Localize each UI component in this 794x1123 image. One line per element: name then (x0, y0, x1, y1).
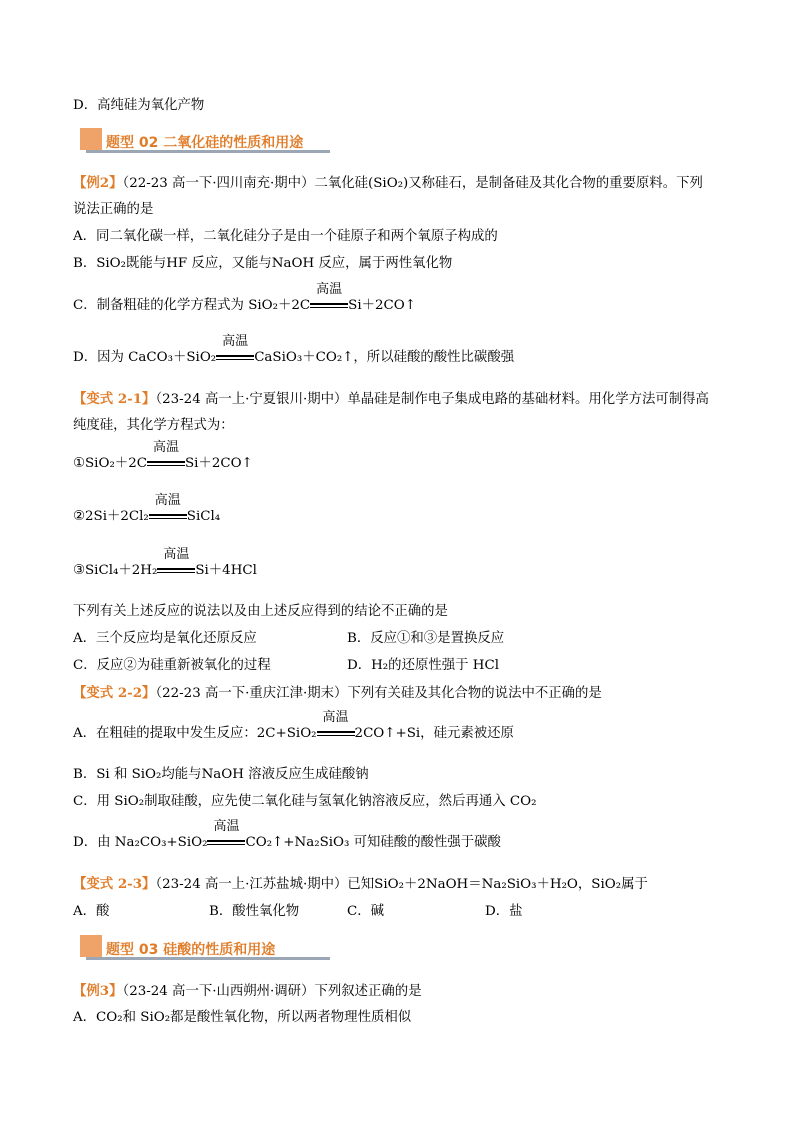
option-b: B．反应①和③是置换反应 (347, 631, 505, 646)
example-2-option-a: A．同二氧化碳一样，二氧化硅分子是由一个硅原子和两个氧原子构成的 (73, 229, 498, 244)
variant-2-1-intro: 【变式 2-1】（23-24 高一上·宁夏银川·期中）单晶硅是制作电子集成电路的基础材料。用化学方法可制得高 (73, 391, 709, 407)
variant-2-2-option-d: D．由 Na₂CO₃+SiO₂ 高温 CO₂↑+Na₂SiO₃ 可知硅酸的酸性强于碳酸 (73, 833, 754, 853)
option-a: A．酸 (73, 904, 110, 919)
section-marker-icon (80, 128, 102, 150)
option-c: C．反应②为硅重新被氧化的过程 (73, 658, 271, 673)
option-b: B．酸性氧化物 (209, 904, 300, 919)
variant-2-3-intro: 【变式 2-3】（23-24 高一上·江苏盐城·期中）已知SiO₂＋2NaOH＝Na₂SiO₃＋H₂O，SiO₂属于 (73, 876, 648, 892)
option-d: D．盐 (485, 904, 523, 919)
reaction-arrow: 高温 (216, 348, 254, 368)
option-d: D．H₂的还原性强于 HCl (347, 658, 499, 673)
section-title: 题型 03 硅酸的性质和用途 (106, 942, 276, 958)
example-2-option-b: B．SiO₂既能与HF 反应，又能与NaOH 反应，属于两性氧化物 (73, 256, 453, 271)
reaction-arrow: 高温 (317, 724, 355, 744)
example-2-option-c: C．制备粗硅的化学方程式为 SiO₂＋2C 高温 Si＋2CO↑ (73, 296, 754, 316)
variant-2-2-option-b: B．Si 和 SiO₂均能与NaOH 溶液反应生成硅酸钠 (73, 767, 369, 782)
reaction-arrow: 高温 (157, 561, 195, 581)
variant-2-2-intro: 【变式 2-2】（22-23 高一下·重庆江津·期末）下列有关硅及其化合物的说法中不正确的是 (73, 685, 602, 701)
variant-2-1-question: 下列有关上述反应的说法以及由上述反应得到的结论不正确的是 (73, 604, 448, 619)
example-3-option-a: A．CO₂和 SiO₂都是酸性氧化物，所以两者物理性质相似 (73, 1010, 412, 1025)
reaction-arrow: 高温 (149, 507, 187, 527)
variant-2-1-intro-cont: 纯度硅，其化学方程式为： (73, 418, 234, 433)
option-a: A．三个反应均是氧化还原反应 (73, 631, 257, 646)
example-2-option-d: D．因为 CaCO₃＋SiO₂ 高温 CaSiO₃＋CO₂↑，所以硅酸的酸性比碳酸强 (73, 348, 754, 368)
reaction-arrow: 高温 (310, 296, 348, 316)
variant-2-2-option-a: A．在粗硅的提取中发生反应：2C+SiO₂ 高温 2CO↑+Si，硅元素被还原 (73, 724, 754, 744)
example-3-intro: 【例3】（23-24 高一下·山西朔州·调研）下列叙述正确的是 (73, 983, 422, 999)
example-2-intro: 【例2】（22-23 高一下·四川南充·期中）二氧化硅(SiO₂)又称硅石，是制备硅及其化合物的重要原料。下列 (73, 175, 703, 191)
variant-2-1-options-ab (73, 629, 754, 649)
reaction-arrow: 高温 (207, 833, 245, 853)
option-d-previous: D．高纯硅为氧化产物 (73, 98, 205, 113)
option-c: C．碱 (347, 904, 385, 919)
reaction-arrow: 高温 (147, 454, 185, 474)
section-marker-icon (80, 935, 102, 957)
variant-2-3-options (73, 902, 754, 922)
section-title: 题型 02 二氧化硅的性质和用途 (106, 135, 304, 151)
reaction-2: ②2Si＋2Cl₂ 高温 SiCl₄ (73, 507, 754, 527)
reaction-1: ①SiO₂＋2C 高温 Si＋2CO↑ (73, 454, 754, 474)
reaction-3: ③SiCl₄＋2H₂ 高温 Si＋4HCl (73, 561, 754, 581)
variant-2-1-options-cd (73, 656, 754, 676)
example-2-intro-cont: 说法正确的是 (73, 202, 154, 217)
variant-2-2-option-c: C．用 SiO₂制取硅酸，应先使二氧化硅与氢氧化钠溶液反应，然后再通入 CO₂ (73, 794, 537, 809)
